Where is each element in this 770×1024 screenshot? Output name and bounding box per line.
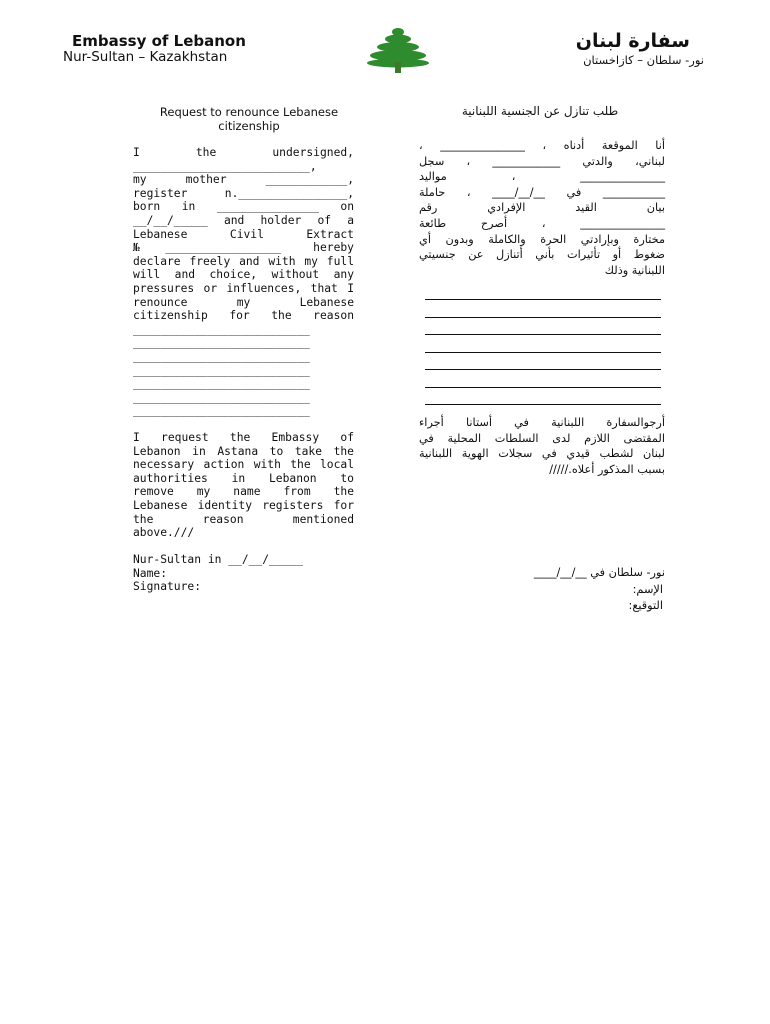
reason-blank-line-ar[interactable] (425, 355, 661, 370)
signature-label-ar: التوقيع: (628, 599, 663, 612)
request-paragraph-en (133, 431, 354, 540)
reason-blank-line-ar[interactable] (425, 303, 661, 318)
signature-block-en (133, 553, 354, 594)
reason-blank-line-ar[interactable] (425, 390, 661, 405)
name-label-en: Name: (133, 566, 168, 580)
request-line-ar: بسبب المذكور أعلاه.///// (549, 462, 665, 476)
reason-blanks-ar (425, 285, 663, 408)
declaration-line: pressures or influences, that I (133, 281, 354, 295)
declaration-line-ar: بيان القيد الإفرادي رقم (419, 201, 665, 215)
declaration-line-ar: ضغوط أو تأثيرات بأني أتنازل عن جنسيتي (419, 248, 665, 262)
request-line: the reason mentioned (133, 512, 354, 526)
reason-blank-line[interactable]: __________________________ (133, 377, 310, 391)
declaration-line-ar: لبناني، والدتي ____________ ، سجل (419, 154, 665, 168)
reason-blank-line-ar[interactable] (425, 373, 661, 388)
declaration-line-ar: ___________ في __/__/____ ، حاملة (419, 185, 665, 199)
request-line: remove my name from the (133, 485, 354, 499)
declaration-line: register n.________________, (133, 186, 354, 200)
declaration-line: will and choice, without any (133, 268, 354, 282)
embassy-location-en: Nur-Sultan – Kazakhstan (63, 49, 228, 65)
request-line: I request the Embassy of (133, 431, 354, 444)
place-date-ar[interactable]: نور- سلطان في __/__/____ (533, 566, 665, 579)
declaration-paragraph-en (133, 146, 354, 418)
reason-blank-line[interactable]: __________________________ (133, 336, 310, 350)
declaration-paragraph-ar (419, 138, 665, 278)
embassy-title-ar: سفارة لبنان (575, 30, 690, 52)
reason-blank-line[interactable]: __________________________ (133, 404, 310, 418)
request-line: Lebanon in Astana to take the (133, 444, 354, 458)
declaration-line-ar: اللبنانية وذلك (604, 263, 665, 277)
embassy-location-ar: نور- سلطان – كازاخستان (583, 53, 704, 67)
request-line: above./// (133, 526, 195, 540)
declaration-line: declare freely and with my full (133, 254, 354, 268)
request-line-ar: المقتضى اللازم لدى السلطات المحلية في (419, 431, 665, 445)
declaration-line-ar: أنا الموقعة أدناه ، _______________ ، (419, 139, 665, 152)
declaration-line: I the undersigned, (133, 146, 354, 159)
request-line-ar: أرجوالسفارة اللبنانية في أستانا أجراء (419, 416, 665, 429)
declaration-line: __/__/_____ and holder of a (133, 213, 354, 227)
reason-blank-line[interactable]: __________________________ (133, 390, 310, 404)
request-heading-ar: طلب تنازل عن الجنسية اللبنانية (461, 104, 619, 118)
declaration-line: born in _______________ on (133, 200, 354, 214)
request-line: Lebanese identity registers for (133, 498, 354, 512)
signature-block-ar (419, 565, 665, 615)
reason-blank-line[interactable]: __________________________ (133, 322, 310, 336)
request-heading-en: Request to renounce Lebanese citizenship (159, 105, 339, 133)
declaration-line-ar: _______________ ، مواليد (419, 170, 665, 184)
reason-blank-line-ar[interactable] (425, 338, 661, 353)
declaration-line: citizenship for the reason (133, 309, 354, 323)
embassy-title-en: Embassy of Lebanon (72, 32, 246, 50)
cedar-tree-icon (366, 26, 430, 74)
reason-blank-line-ar[interactable] (425, 320, 661, 335)
declaration-line: __________________________, (133, 159, 317, 173)
declaration-line: my mother ____________, (133, 173, 354, 187)
declaration-line: renounce my Lebanese (133, 295, 354, 309)
signature-label-en: Signature: (133, 580, 202, 594)
reason-blank-line[interactable]: __________________________ (133, 363, 310, 377)
request-line: necessary action with the local (133, 458, 354, 472)
declaration-line-ar: _______________ ، أصرح طائعة (419, 216, 665, 230)
declaration-line: №_________________ hereby (133, 241, 354, 255)
declaration-line: Lebanese Civil Extract (133, 227, 354, 241)
request-line-ar: لبنان لشطب قيدي في سجلات الهوية اللبنانية (419, 447, 665, 461)
place-date-en[interactable]: Nur-Sultan in __/__/_____ (133, 553, 304, 566)
name-label-ar: الإسم: (632, 582, 663, 596)
request-paragraph-ar (419, 415, 665, 477)
reason-blank-line[interactable]: __________________________ (133, 349, 310, 363)
reason-blank-line-ar[interactable] (425, 285, 661, 300)
request-line: authorities in Lebanon to (133, 471, 354, 485)
declaration-line-ar: مختارة وبإرادتي الحرة والكاملة وبدون أي (419, 232, 665, 246)
